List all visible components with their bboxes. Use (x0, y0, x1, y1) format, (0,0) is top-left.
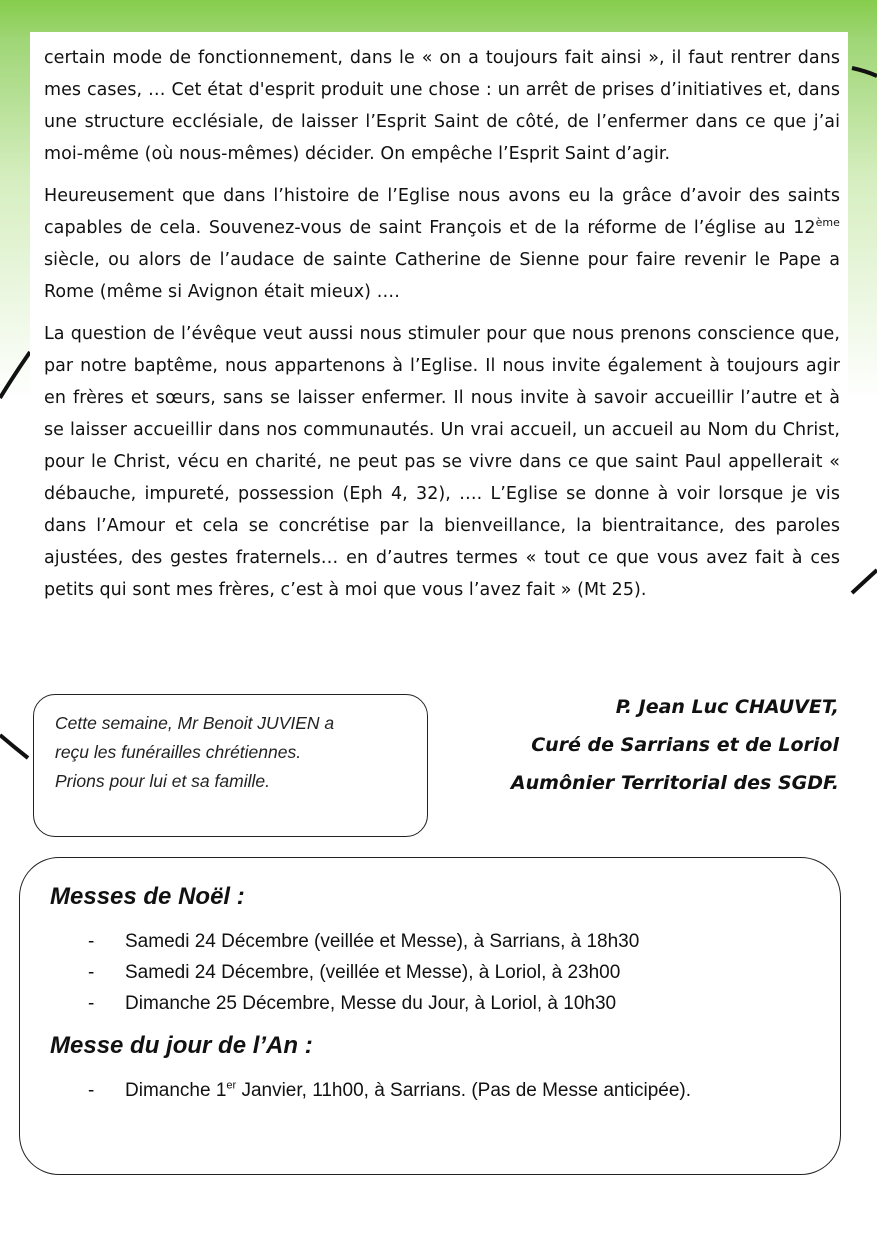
left-arc-upper (0, 352, 30, 398)
christmas-masses-list (50, 926, 820, 1019)
mass-item-text: Dimanche 25 Décembre, Messe du Jour, à Loriol, à 10h30 (125, 993, 617, 1014)
ordinal-superscript: er (226, 1079, 237, 1092)
mass-item-text: Samedi 24 Décembre (veillée et Messe), à Sarrians, à 18h30 (125, 931, 640, 952)
list-dash: - (88, 931, 95, 952)
signature-title: Aumônier Territorial des SGDF. (510, 772, 839, 794)
signature-name: P. Jean Luc CHAUVET, (615, 696, 839, 718)
note-line-2: reçu les funérailles chrétiennes. (55, 742, 302, 762)
mass-item (50, 988, 820, 1019)
list-dash: - (88, 962, 95, 983)
new-year-mass-list (50, 1075, 820, 1106)
paragraph-2-text-before: Heureusement que dans l’histoire de l’Eglise nous avons eu la grâce d’avoir des saints capables de cela. Souvenez-vous de saint François et de la réforme de l’église au 12 (44, 186, 840, 238)
new-year-mass-title: Messe du jour de l’An : (50, 1032, 313, 1059)
paragraph-2-text-after: siècle, ou alors de l’audace de sainte Catherine de Sienne pour faire revenir le Pape a Rome (même si Avignon était mieux) …. (44, 250, 840, 302)
note-line-3: Prions pour lui et sa famille. (55, 771, 270, 791)
new-year-text-after: Janvier, 11h00, à Sarrians. (Pas de Messe anticipée). (236, 1080, 692, 1101)
mass-schedule-box (19, 857, 841, 1175)
mass-item (50, 926, 820, 957)
mass-item (50, 957, 820, 988)
sermon-paragraph-1: certain mode de fonctionnement, dans le « on a toujours fait ainsi », il faut rentrer dans mes cases, … Cet état d'esprit produit une chose : un arrêt de prises d’initiatives et, dans une structure ecclésiale, de laisser l’Esprit Saint de côté, de l’enfermer dans ce que j’ai moi-même (où nous-mêmes) décider. On empêche l’Esprit Saint d’agir. (44, 48, 840, 164)
sermon-text (30, 32, 848, 618)
sermon-paragraph-2 (44, 180, 840, 308)
note-line-1: Cette semaine, Mr Benoit JUVIEN a (55, 713, 335, 733)
left-arc-lower (0, 735, 28, 758)
new-year-text-before: Dimanche 1 (125, 1080, 227, 1101)
sermon-paragraph-3: La question de l’évêque veut aussi nous stimuler pour que nous prenons conscience que, par notre baptême, nous appartenons à l’Eglise. Il nous invite également à toujours agir en frères et sœurs, sans se laisser enfermer. Il nous invite à savoir accueillir l’autre et à se laisser accueillir dans nos communautés. Un vrai accueil, un accueil au Nom du Christ, pour le Christ, vécu en charité, ne peut pas se vivre dans ce que saint Paul appellerait « débauche, impureté, possession (Eph 4, 32), …. L’Eglise se donne à voir lorsque je vis dans l’Amour et cela se concrétise par la bienveillance, la bientraitance, des paroles ajustées, des gestes fraternels… en d’autres termes « tout ce que vous avez fait à ces petits qui sont mes frères, c’est à moi que vous l’avez fait » (Mt 25). (44, 324, 840, 600)
right-arc-upper (852, 68, 877, 76)
mass-item-text: Samedi 24 Décembre, (veillée et Messe), à Loriol, à 23h00 (125, 962, 621, 983)
signature-block (511, 688, 839, 802)
signature-role: Curé de Sarrians et de Loriol (531, 734, 839, 756)
right-arc-lower (852, 570, 877, 593)
list-dash: - (88, 1080, 95, 1101)
list-dash: - (88, 993, 95, 1014)
christmas-masses-title: Messes de Noël : (50, 883, 245, 910)
century-superscript: ème (815, 216, 840, 230)
funeral-note-box (33, 694, 428, 837)
mass-item (50, 1075, 820, 1106)
